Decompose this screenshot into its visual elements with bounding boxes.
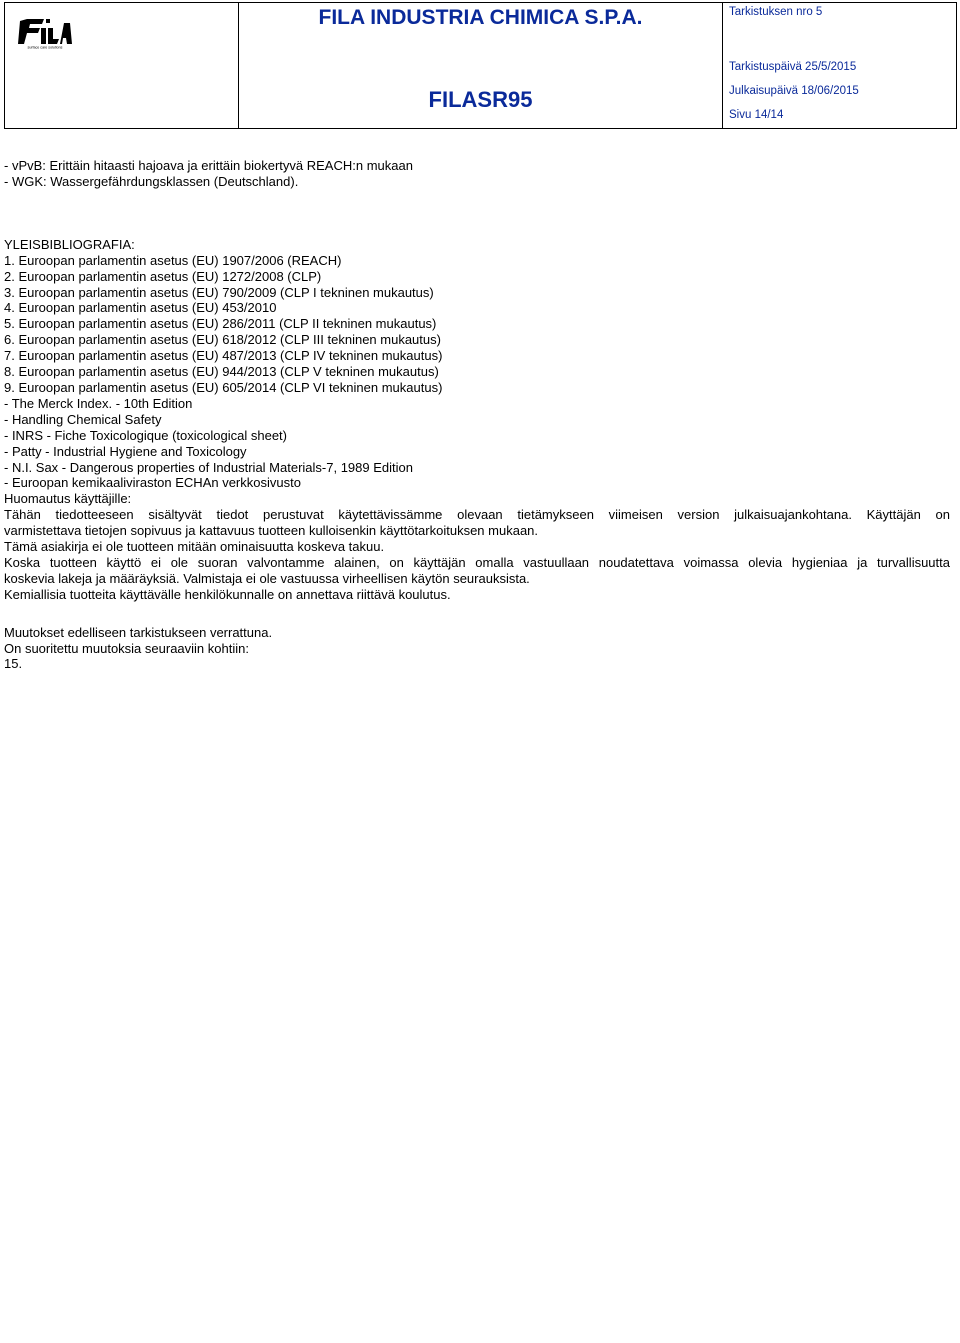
bibliography-item: - Euroopan kemikaaliviraston ECHAn verkkosivusto (4, 475, 301, 491)
bibliography-item: - Patty - Industrial Hygiene and Toxicology (4, 443, 247, 459)
product-name: FILASR95 (428, 87, 533, 112)
bibliography-item: - The Merck Index. - 10th Edition (4, 395, 193, 411)
notice-paragraph-line: varmistettava tietojen sopivuus ja kattavuus tuotteen kulloisenkin käyttötarkoituksen mukaan. (4, 523, 539, 539)
bibliography-item: 5. Euroopan parlamentin asetus (EU) 286/2011 (CLP II tekninen mukautus) (4, 316, 437, 332)
bibliography-item: 8. Euroopan parlamentin asetus (EU) 944/2013 (CLP V tekninen mukautus) (4, 364, 439, 380)
meta-cell (723, 3, 956, 128)
bibliography-item: - N.I. Sax - Dangerous properties of Industrial Materials-7, 1989 Edition (4, 459, 413, 475)
document-body (4, 158, 950, 672)
title-cell (239, 3, 723, 128)
bibliography-item: 7. Euroopan parlamentin asetus (EU) 487/2013 (CLP IV tekninen mukautus) (4, 348, 443, 364)
notice-paragraph: Kemiallisia tuotteita käyttävälle henkilökunnalle on annettava riittävä koulutus. (4, 586, 451, 602)
intro-line: - vPvB: Erittäin hitaasti hajoava ja erittäin biokertyvä REACH:n mukaan (4, 158, 413, 173)
spacer (4, 190, 950, 237)
publication-date: Julkaisupäivä 18/06/2015 (729, 85, 859, 97)
bibliography-item: - INRS - Fiche Toxicologique (toxicological sheet) (4, 427, 287, 443)
bibliography-item: 6. Euroopan parlamentin asetus (EU) 618/2012 (CLP III tekninen mukautus) (4, 332, 441, 348)
page-number: Sivu 14/14 (729, 109, 784, 121)
bibliography-item: 3. Euroopan parlamentin asetus (EU) 790/2009 (CLP I tekninen mukautus) (4, 284, 434, 300)
fila-logo (18, 17, 72, 49)
bibliography-title: YLEISBIBLIOGRAFIA: (4, 236, 135, 252)
changed-sections: 15. (4, 656, 23, 672)
changes-description: On suoritettu muutoksia seuraaviin kohtiin: (4, 640, 249, 656)
bibliography-item: 1. Euroopan parlamentin asetus (EU) 1907/2006 (REACH) (4, 252, 342, 268)
spacer (4, 603, 950, 625)
bibliography-item: 4. Euroopan parlamentin asetus (EU) 453/2010 (4, 300, 277, 316)
notice-title: Huomautus käyttäjille: (4, 491, 132, 507)
bibliography-item: - Handling Chemical Safety (4, 411, 162, 427)
bibliography-item: 2. Euroopan parlamentin asetus (EU) 1272/2008 (CLP) (4, 268, 322, 284)
company-name: FILA INDUSTRIA CHIMICA S.P.A. (318, 6, 643, 29)
revision-number: Tarkistuksen nro 5 (729, 6, 823, 18)
notice-paragraph: Tämä asiakirja ei ole tuotteen mitään ominaisuutta koskeva takuu. (4, 539, 385, 555)
bibliography-item: 9. Euroopan parlamentin asetus (EU) 605/2014 (CLP VI tekninen mukautus) (4, 379, 443, 395)
notice-paragraph-line: koskevia lakeja ja määräyksiä. Valmistaja ei ole vastuussa virheellisen käytön seurauksista. (4, 570, 530, 586)
logo-cell (5, 3, 239, 128)
intro-line: - WGK: Wassergefährdungsklassen (Deutschland). (4, 173, 299, 189)
document-header (4, 2, 957, 129)
notice-paragraph-line: Tähän tiedotteeseen sisältyvät tiedot perustuvat käytettävissämme olevaan tietämykseen viimeisen version julkaisuajankohtana. Käyttäjän on (4, 507, 950, 523)
bibliography-list (4, 253, 950, 492)
notice-paragraph-line: Koska tuotteen käyttö ei ole suoran valvontamme alainen, on käyttäjän omalla vastuullaan noudatettava voimassa olevia hygieniaa ja turvallisuutta (4, 554, 950, 570)
revision-date: Tarkistuspäivä 25/5/2015 (729, 61, 857, 73)
svg-text:surface care solutions: surface care solutions (27, 45, 63, 49)
changes-heading: Muutokset edelliseen tarkistukseen verrattuna. (4, 624, 273, 640)
